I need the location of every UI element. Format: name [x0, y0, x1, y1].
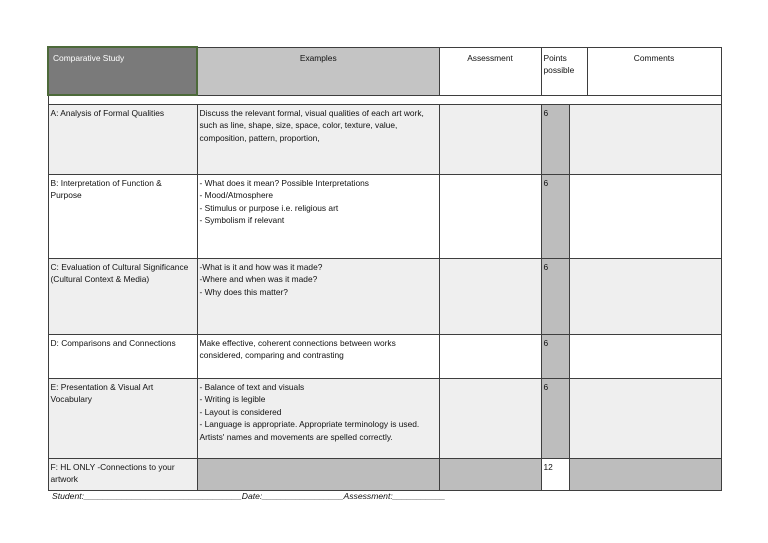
- criterion-row-b: [48, 175, 721, 259]
- example-line: - Stimulus or purpose i.e. religious art: [199, 202, 339, 213]
- assessment-cell[interactable]: [439, 259, 541, 335]
- header-comments: Comments: [587, 47, 721, 95]
- criterion-label: B: Interpretation of Function & Purpose: [48, 175, 197, 259]
- criterion-row-d: [48, 335, 721, 379]
- comments-cell[interactable]: [569, 175, 721, 259]
- criterion-label: A: Analysis of Formal Qualities: [48, 105, 197, 175]
- comments-cell[interactable]: [569, 459, 721, 491]
- examples-cell: [197, 459, 439, 491]
- comparative-study-rubric-table: [47, 46, 722, 491]
- header-assessment: Assessment: [439, 47, 541, 95]
- points-cell: 6: [541, 175, 569, 259]
- header-examples: Examples: [197, 47, 439, 95]
- header-points-line1: Points: [543, 52, 567, 63]
- criterion-row-a: [48, 105, 721, 175]
- examples-cell: Make effective, coherent connections between works considered, comparing and contrasting: [197, 335, 439, 379]
- example-line: -Where and when was it made?: [199, 274, 318, 285]
- signature-footer-line[interactable]: Student:_________________________________Date:_________________Assessment:___________: [52, 491, 446, 501]
- assessment-cell[interactable]: [439, 175, 541, 259]
- criterion-label: E: Presentation & Visual Art Vocabulary: [48, 379, 197, 459]
- spacer-row: [48, 95, 721, 105]
- criterion-row-f-hl-only: [48, 459, 721, 491]
- assessment-cell[interactable]: [439, 335, 541, 379]
- points-cell: 6: [541, 259, 569, 335]
- example-line: -What is it and how was it made?: [199, 262, 323, 272]
- header-row: [48, 47, 721, 95]
- example-line: - Language is appropriate. Appropriate terminology is used. Artists' names and movements are spelled correctly.: [199, 419, 420, 442]
- example-line: - Why does this matter?: [199, 286, 288, 297]
- points-cell: 6: [541, 335, 569, 379]
- header-comparative-study: Comparative Study: [48, 47, 197, 95]
- criterion-label: C: Evaluation of Cultural Significance (Cultural Context & Media): [48, 259, 197, 335]
- criterion-row-c: [48, 259, 721, 335]
- points-cell: 6: [541, 105, 569, 175]
- assessment-cell[interactable]: [439, 105, 541, 175]
- examples-cell: Discuss the relevant formal, visual qualities of each art work, such as line, shape, size, space, color, texture, value, composition, pattern, proportion,: [197, 105, 439, 175]
- assessment-cell[interactable]: [439, 379, 541, 459]
- comments-cell[interactable]: [569, 335, 721, 379]
- example-line: - Balance of text and visuals: [199, 382, 305, 392]
- points-cell: 12: [541, 459, 569, 491]
- assessment-cell[interactable]: [439, 459, 541, 491]
- example-line: - What does it mean? Possible Interpretations: [199, 178, 369, 188]
- comments-cell[interactable]: [569, 379, 721, 459]
- points-cell: 6: [541, 379, 569, 459]
- example-line: - Symbolism if relevant: [199, 215, 285, 226]
- header-points-line2: possible: [543, 64, 575, 75]
- examples-cell: [197, 379, 439, 459]
- example-line: - Writing is legible: [199, 394, 266, 405]
- example-line: - Layout is considered: [199, 406, 282, 417]
- header-points-possible: [541, 47, 587, 95]
- examples-cell: [197, 175, 439, 259]
- criterion-label: F: HL ONLY -Connections to your artwork: [48, 459, 197, 491]
- examples-cell: [197, 259, 439, 335]
- example-line: - Mood/Atmosphere: [199, 190, 274, 201]
- comments-cell[interactable]: [569, 259, 721, 335]
- criterion-label: D: Comparisons and Connections: [48, 335, 197, 379]
- comments-cell[interactable]: [569, 105, 721, 175]
- criterion-row-e: [48, 379, 721, 459]
